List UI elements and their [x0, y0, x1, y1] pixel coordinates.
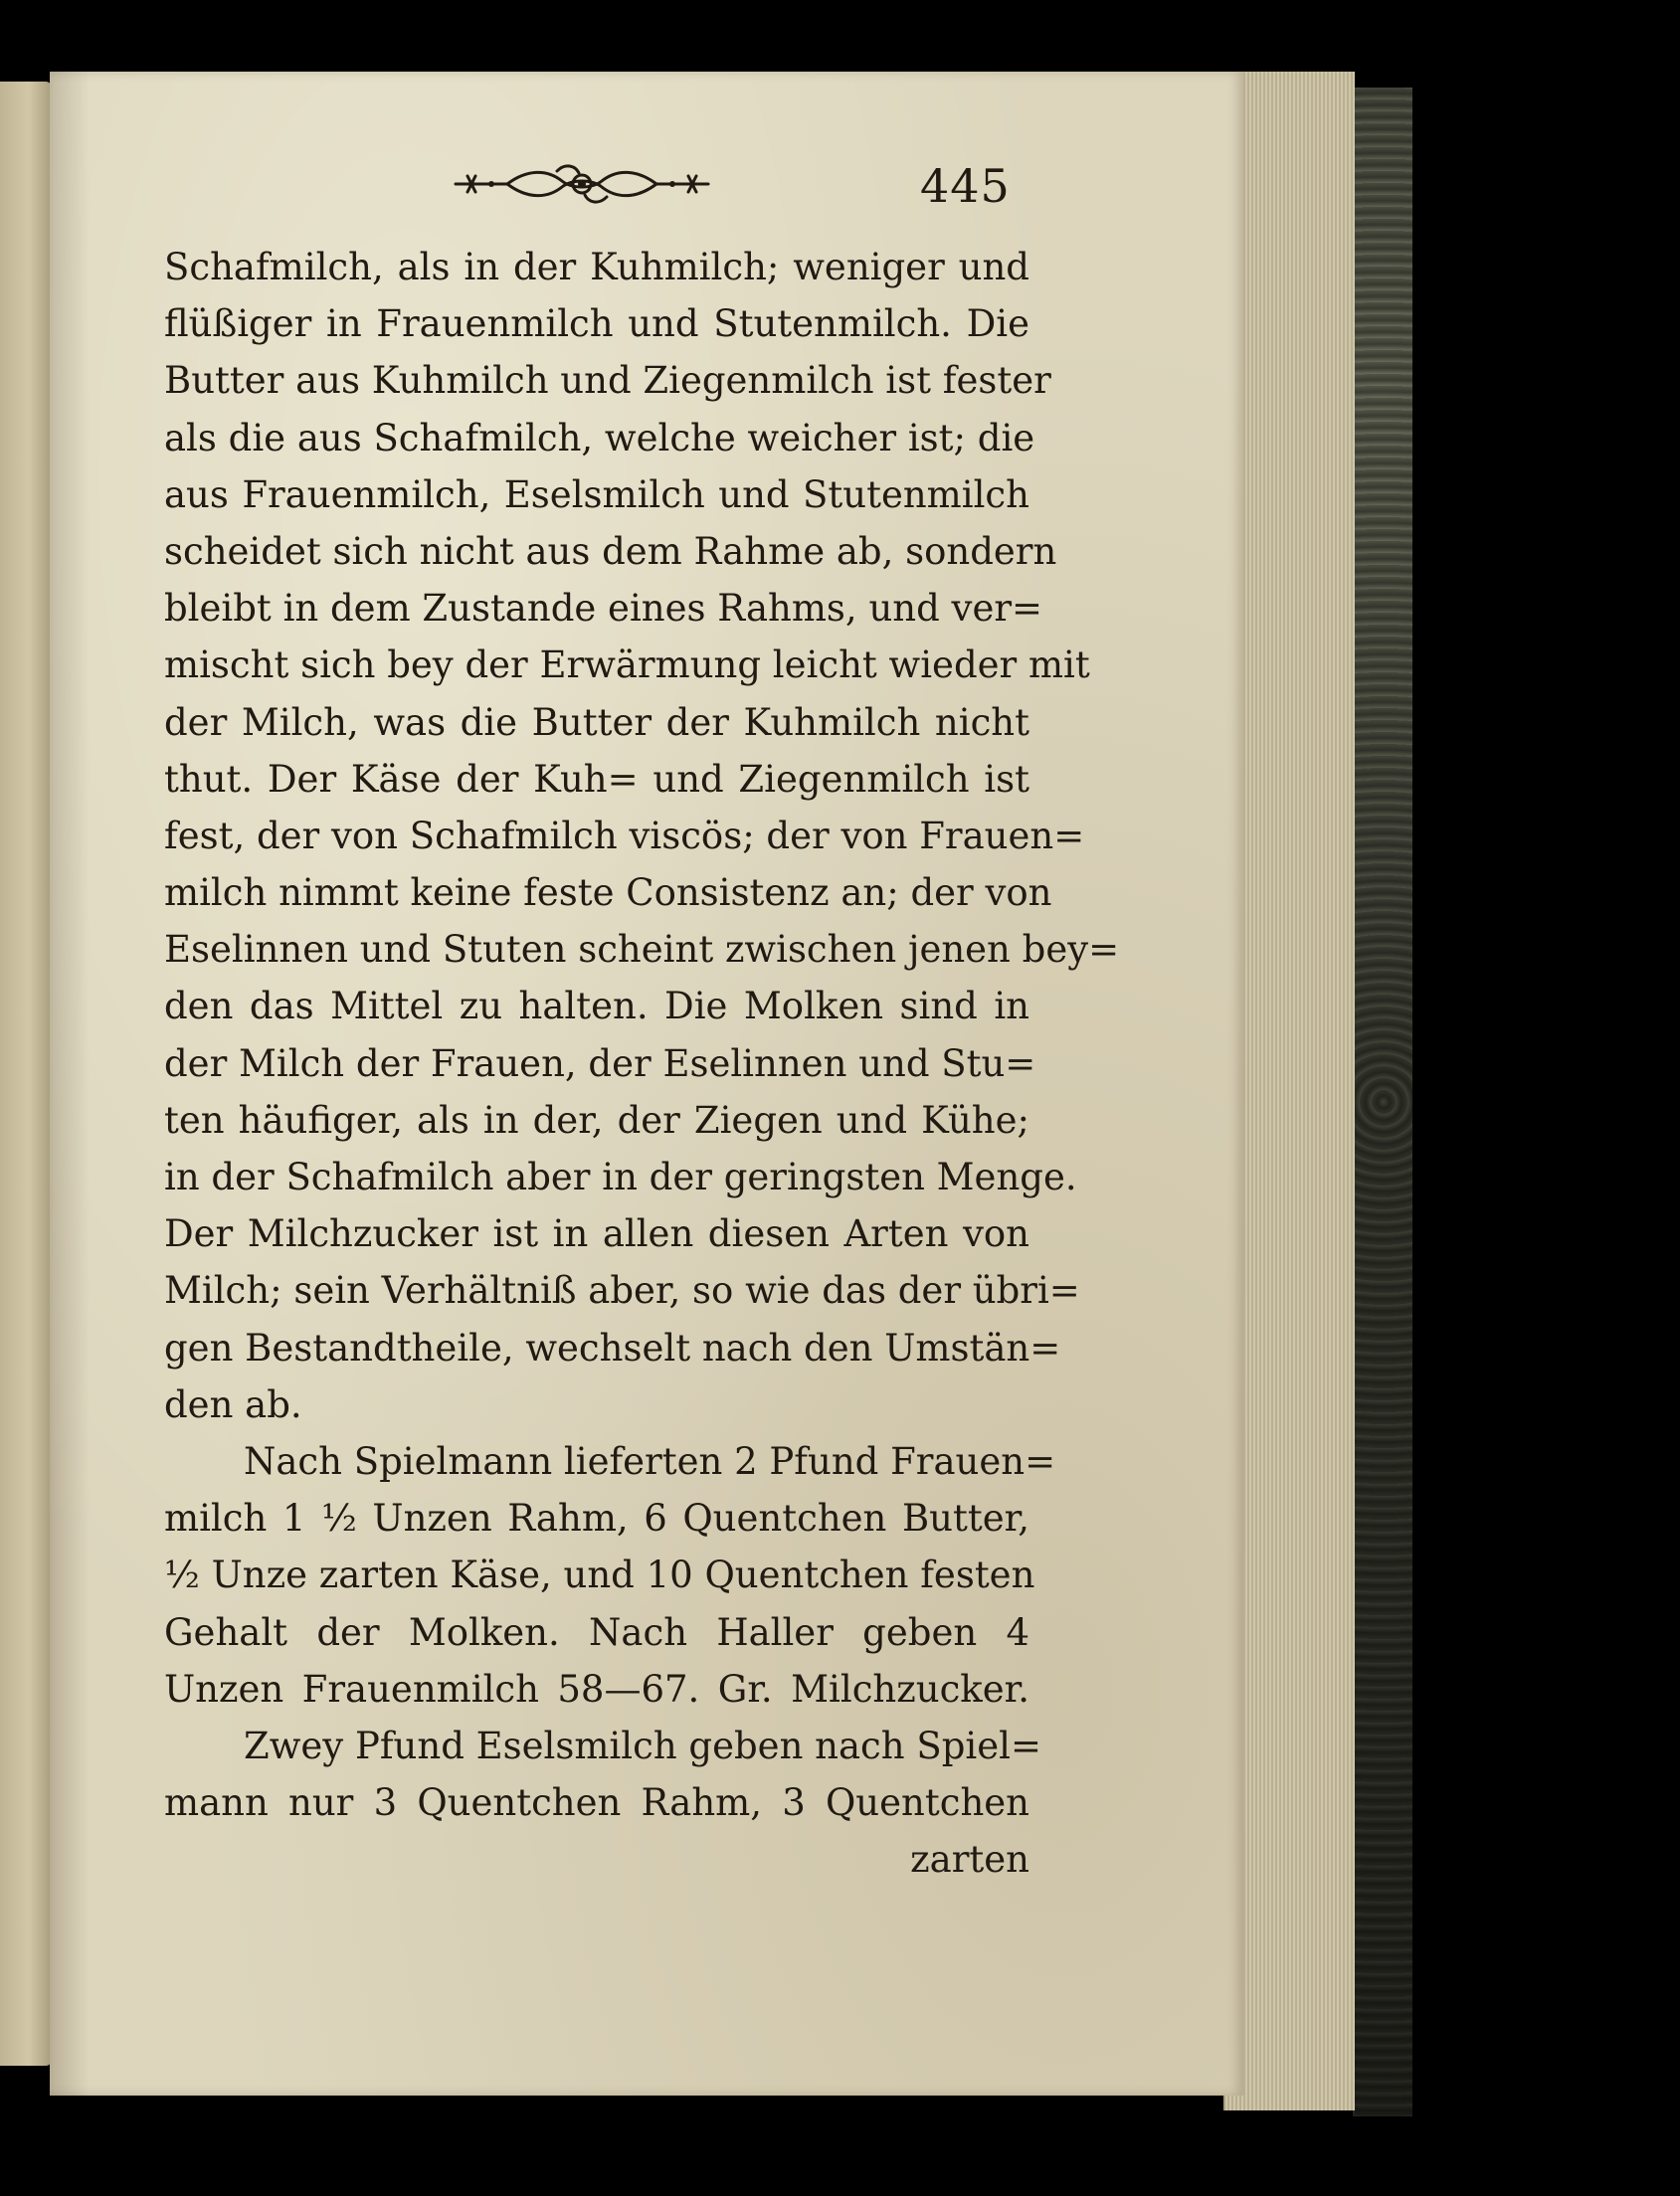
- text-line: milch 1 ½ Unzen Rahm, 6 Quentchen Butter,: [164, 1497, 1029, 1541]
- text-line: scheidet sich nicht aus dem Rahme ab, sondern: [164, 529, 1057, 573]
- text-line: bleibt in dem Zustande eines Rahms, und ver=: [164, 587, 1043, 631]
- text-line: fest, der von Schafmilch viscös; der von Frauen=: [164, 814, 1085, 857]
- text-line: ½ Unze zarten Käse, und 10 Quentchen festen: [164, 1554, 1035, 1597]
- text-line: Eselinnen und Stuten scheint zwischen jenen bey=: [164, 928, 1120, 972]
- text-line: mann nur 3 Quentchen Rahm, 3 Quentchen: [164, 1781, 1029, 1825]
- text-line: thut. Der Käse der Kuh= und Ziegenmilch ist: [164, 757, 1029, 801]
- marbled-cover: [1353, 88, 1412, 2116]
- text-line: Der Milchzucker ist in allen diesen Arten von: [164, 1212, 1029, 1256]
- text-line: Milch; sein Verhältniß aber, so wie das der übri=: [164, 1269, 1080, 1313]
- text-line: als die aus Schafmilch, welche weicher ist; die: [164, 416, 1035, 459]
- body-text: [164, 239, 1120, 1888]
- text-line: Butter aus Kuhmilch und Ziegenmilch ist fester: [164, 359, 1051, 403]
- floral-vignette-icon: [448, 159, 716, 209]
- facing-page-edge: [0, 82, 52, 2066]
- text-line: Zwey Pfund Eselsmilch geben nach Spiel=: [244, 1724, 1041, 1767]
- text-line: in der Schafmilch aber in der geringsten Menge.: [164, 1156, 1077, 1198]
- text-line: aus Frauenmilch, Eselsmilch und Stutenmilch: [164, 472, 1029, 516]
- text-line: flüßiger in Frauenmilch und Stutenmilch. Die: [164, 302, 1029, 346]
- catchword: zarten: [910, 1838, 1029, 1882]
- text-line: Gehalt der Molken. Nach Haller geben 4: [164, 1610, 1029, 1654]
- text-line: gen Bestandtheile, wechselt nach den Umstän=: [164, 1326, 1061, 1370]
- text-line: der Milch, was die Butter der Kuhmilch nicht: [164, 700, 1029, 744]
- text-line: der Milch der Frauen, der Eselinnen und Stu=: [164, 1041, 1036, 1085]
- text-line: Nach Spielmann lieferten 2 Pfund Frauen=: [244, 1439, 1056, 1483]
- page-number: 445: [920, 159, 1011, 213]
- text-line: milch nimmt keine feste Consistenz an; der von: [164, 871, 1052, 915]
- text-line: mischt sich bey der Erwärmung leicht wieder mit: [164, 643, 1090, 687]
- text-line: den das Mittel zu halten. Die Molken sind in: [164, 985, 1029, 1028]
- text-line: Schafmilch, als in der Kuhmilch; weniger und: [164, 246, 1029, 288]
- text-line: den ab.: [164, 1382, 302, 1426]
- text-line: ten häufiger, als in der, der Ziegen und Kühe;: [164, 1098, 1029, 1142]
- text-line: Unzen Frauenmilch 58—67. Gr. Milchzucker.: [164, 1667, 1029, 1711]
